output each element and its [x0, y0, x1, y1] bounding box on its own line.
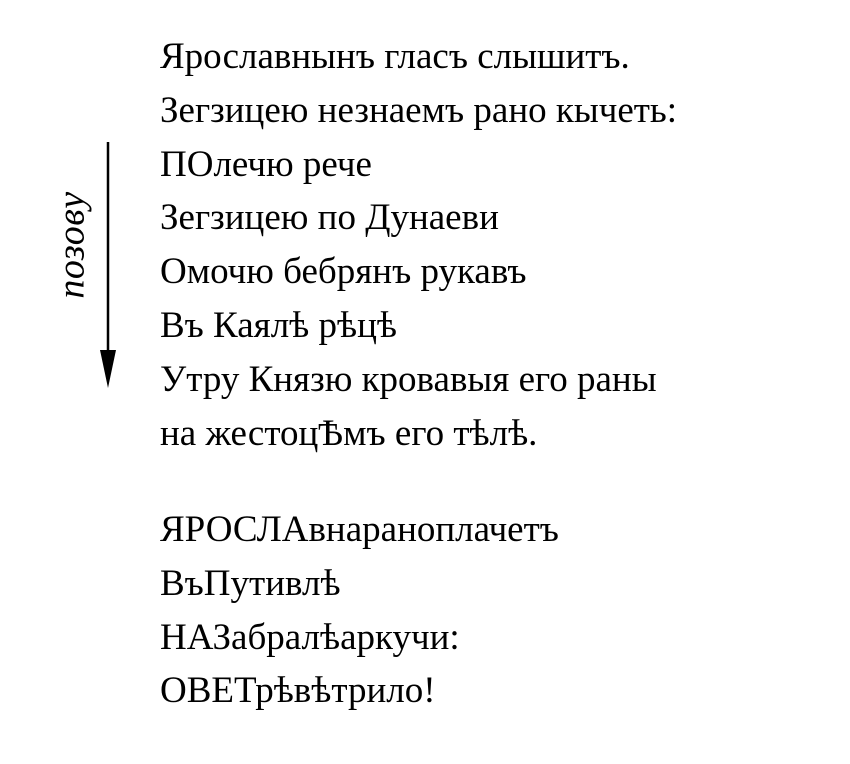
verse-line: ВъПутивлѣ [160, 562, 341, 604]
verse-line: ОВЕТрѣвѣтрило! [160, 670, 436, 712]
side-annotation [42, 170, 102, 320]
verse-line: Зегзицею незнаемъ рано кычеть: [160, 89, 678, 131]
verse-line: на жестоцѢмъ его тѣлѣ. [160, 412, 538, 454]
down-arrow-icon [96, 142, 120, 392]
verse-line: Зегзицею по Дунаеви [160, 197, 499, 239]
verse-line: НАЗабралѣаркучи: [160, 616, 460, 658]
side-annotation-text: позову [51, 191, 93, 299]
verse-line: Омочю бебрянъ рукавъ [160, 251, 527, 293]
verse-line: ЯРОСЛАвнараноплачетъ [160, 509, 559, 550]
stanza-2 [160, 503, 559, 718]
verse-line: ПОлечю рече [160, 143, 372, 185]
verse-line: Въ Каялѣ рѣцѣ [160, 304, 397, 346]
verse-line: Утру Князю кровавыя его раны [160, 358, 657, 400]
verse-line: Ярославнынъ гласъ слышитъ. [160, 36, 630, 77]
stanza-1 [160, 30, 677, 460]
